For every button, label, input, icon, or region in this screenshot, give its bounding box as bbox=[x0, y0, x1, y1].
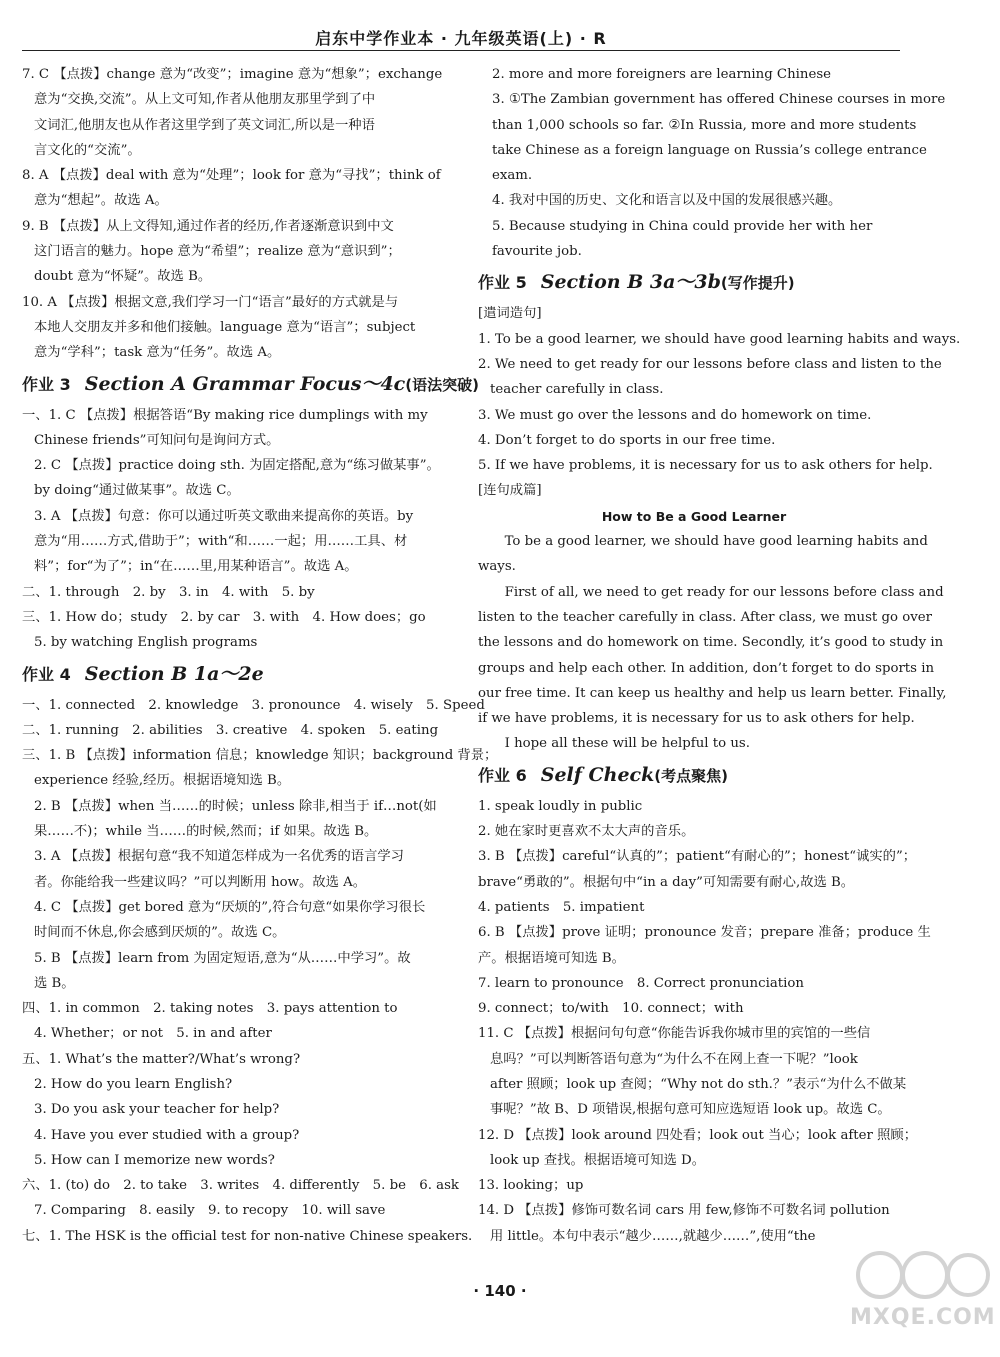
answer-line: 一、1. connected 2. knowledge 3. pronounce 4. wisely 5. Speed bbox=[22, 697, 485, 713]
answer-line: if we have problems, it is necessary for us to ask others for help. bbox=[478, 711, 915, 727]
section-title: Section B 1a～2e bbox=[84, 662, 264, 685]
answer-line: 七、1. The HSK is the official test for non-native Chinese speakers. bbox=[22, 1228, 473, 1244]
answer-line: 2. B 【点拨】when 当……的时候；unless 除非,相当于 if…not(如 bbox=[34, 798, 437, 814]
answer-line: listen to the teacher carefully in class. After class, we must go over bbox=[478, 609, 932, 625]
answer-line: brave“勇敢的”。根据句中“in a day”可知需要有耐心,故选 B。 bbox=[478, 874, 855, 890]
answer-line: 意为“用……方式,借助于”；with“和……一起；用……工具、材 bbox=[34, 534, 408, 550]
essay-title: How to Be a Good Learner bbox=[601, 508, 787, 524]
answer-line: 14. D 【点拨】修饰可数名词 cars 用 few,修饰不可数名词 pollution bbox=[478, 1203, 890, 1219]
answer-line: 料”；for“为了”；in“在……里,用某种语言”。故选 A。 bbox=[34, 559, 358, 575]
answer-line: 二、1. running 2. abilities 3. creative 4. spoken 5. eating bbox=[22, 722, 439, 738]
answer-line: doubt 意为“怀疑”。故选 B。 bbox=[34, 269, 212, 285]
answer-line: 三、1. How do；study 2. by car 3. with 4. How does；go bbox=[22, 609, 426, 625]
answer-line: 意为“想起”。故选 A。 bbox=[34, 193, 168, 209]
page-header: 启东中学作业本 · 九年级英语(上) · R bbox=[315, 29, 607, 48]
homework-number: 作业 5 bbox=[478, 273, 527, 293]
answer-line: 8. A 【点拨】deal with 意为“处理”；look for 意为“寻找”；think of bbox=[22, 168, 441, 184]
answer-line: 4. Don’t forget to do sports in our free time. bbox=[478, 432, 776, 448]
watermark-text: MXQE.COM bbox=[850, 1305, 996, 1330]
answer-line: 4. patients 5. impatient bbox=[478, 899, 645, 915]
answer-line: 9. B 【点拨】从上文得知,通过作者的经历,作者逐渐意识到中文 bbox=[22, 218, 394, 234]
section-title: Section B 3a～3b bbox=[540, 271, 721, 294]
answer-line: 这门语言的魅力。hope 意为“希望”；realize 意为“意识到”； bbox=[34, 244, 401, 260]
section-heading bbox=[478, 264, 910, 301]
answer-line: 选 B。 bbox=[34, 975, 75, 991]
answer-line: exam. bbox=[492, 168, 533, 184]
answer-line: 三、1. B 【点拨】information 信息；knowledge 知识；background 背景； bbox=[22, 748, 498, 764]
answer-line: 六、1. (to) do 2. to take 3. writes 4. differently 5. be 6. ask bbox=[22, 1178, 459, 1194]
answer-line: 一、1. C 【点拨】根据答语“By making rice dumplings with my bbox=[22, 407, 428, 423]
answer-line: 3. We must go over the lessons and do homework on time. bbox=[478, 407, 872, 423]
answer-line: 10. A 【点拨】根据文意,我们学习一门“语言”最好的方式就是与 bbox=[22, 294, 399, 310]
answer-line: 4. C 【点拨】get bored 意为“厌烦的”,符合句意“如果你学习很长 bbox=[34, 899, 426, 915]
answer-line: 产。根据语境可知选 B。 bbox=[478, 950, 625, 966]
right-column bbox=[478, 62, 961, 1249]
answer-line: 文词汇,他朋友也从作者这里学到了英文词汇,所以是一种语 bbox=[34, 117, 375, 133]
answer-line: 意为“交换,交流”。从上文可知,作者从他朋友那里学到了中 bbox=[34, 92, 376, 108]
answer-line: 本地人交朋友并多和他们接触。language 意为“语言”；subject bbox=[34, 319, 416, 335]
answer-line: 2. 她在家时更喜欢不太大声的音乐。 bbox=[478, 824, 695, 840]
answer-line: after 照顾；look up 查阅；“Why not do sth.？”表示“为什么不做某 bbox=[490, 1076, 907, 1092]
section-tag: (语法突破) bbox=[405, 375, 479, 394]
answer-line: 5. How can I memorize new words? bbox=[34, 1152, 275, 1168]
section-title: Section A Grammar Focus～4c bbox=[84, 372, 406, 395]
answer-line: ways. bbox=[478, 559, 516, 575]
answer-line: look up 查找。根据语境可知选 D。 bbox=[490, 1152, 706, 1168]
answer-line: 4. Whether；or not 5. in and after bbox=[34, 1026, 272, 1042]
answer-line: 3. A 【点拨】句意：你可以通过听英文歌曲来提高你的英语。by bbox=[34, 508, 414, 524]
homework-number: 作业 3 bbox=[22, 374, 71, 394]
answer-line: 13. looking；up bbox=[478, 1178, 584, 1194]
answer-line: 4. Have you ever studied with a group? bbox=[34, 1127, 300, 1143]
answer-line: 1. To be a good learner, we should have good learning habits and ways. bbox=[478, 331, 961, 347]
answer-line: experience 经验,经历。根据语境知选 B。 bbox=[34, 773, 291, 789]
answer-line: take Chinese as a foreign language on Russia’s college entrance bbox=[492, 142, 927, 158]
answer-line: 9. connect；to/with 10. connect；with bbox=[478, 1001, 744, 1017]
header-rule bbox=[22, 50, 900, 51]
answer-line: 2. We need to get ready for our lessons before class and listen to the bbox=[478, 356, 942, 372]
section-heading bbox=[22, 366, 479, 403]
answer-line: 6. B 【点拨】prove 证明；pronounce 发音；prepare 准备；produce 生 bbox=[478, 925, 931, 941]
answer-line: 2. C 【点拨】practice doing sth. 为固定搭配,意为“练习做某事”。 bbox=[34, 458, 440, 474]
answer-line: 3. A 【点拨】根据句意“我不知道怎样成为一名优秀的语言学习 bbox=[34, 849, 404, 865]
answer-line: 7. Comparing 8. easily 9. to recopy 10. will save bbox=[34, 1203, 386, 1219]
watermark-logo bbox=[850, 1245, 996, 1345]
answer-line: 2. more and more foreigners are learning Chinese bbox=[492, 67, 832, 82]
homework-number: 作业 6 bbox=[478, 765, 527, 785]
answer-line: groups and help each other. In addition, don’t forget to do sports in bbox=[478, 660, 935, 676]
answer-line: 4. 我对中国的历史、文化和语言以及中国的发展很感兴趣。 bbox=[492, 193, 842, 209]
answer-line: 意为“学科”；task 意为“任务”。故选 A。 bbox=[34, 345, 281, 361]
answer-line: 5. by watching English programs bbox=[34, 635, 258, 651]
section-tag: (考点聚焦) bbox=[654, 766, 729, 785]
answer-line: 5. B 【点拨】learn from 为固定短语,意为“从……中学习”。故 bbox=[34, 950, 411, 966]
answer-line: 二、1. through 2. by 3. in 4. with 5. by bbox=[22, 584, 315, 600]
answer-line: 用 little。本句中表示“越少……,就越少……”,使用“the bbox=[490, 1228, 816, 1244]
answer-line: the lessons and do homework on time. Secondly, it’s good to study in bbox=[478, 635, 944, 651]
answer-line: by doing“通过做某事”。故选 C。 bbox=[34, 483, 240, 499]
answer-line: 果……不)；while 当……的时候,然而；if 如果。故选 B。 bbox=[34, 824, 378, 840]
subsection-label: [遣词造句] bbox=[478, 306, 542, 322]
answer-line: 者。你能给我一些建议吗？”可以判断用 how。故选 A。 bbox=[34, 874, 367, 890]
answer-line: 四、1. in common 2. taking notes 3. pays attention to bbox=[22, 1001, 398, 1017]
answer-line: 事呢？”故 B、D 项错误,根据句意可知应选短语 look up。故选 C。 bbox=[490, 1102, 891, 1118]
answer-line: 12. D 【点拨】look around 四处看；look out 当心；look after 照顾； bbox=[478, 1127, 917, 1143]
answer-line: 3. ①The Zambian government has offered Chinese courses in more bbox=[492, 92, 946, 108]
section-heading bbox=[478, 757, 910, 794]
answer-line: teacher carefully in class. bbox=[490, 382, 664, 398]
answer-line: 2. How do you learn English? bbox=[34, 1076, 233, 1092]
answer-line: 五、1. What’s the matter?/What’s wrong? bbox=[22, 1051, 301, 1067]
answer-line: our free time. It can keep us healthy and help us learn better. Finally, bbox=[478, 685, 947, 701]
essay-paragraph-start: I hope all these will be helpful to us. bbox=[504, 736, 750, 752]
answer-line: 11. C 【点拨】根据问句句意“你能告诉我你城市里的宾馆的一些信 bbox=[478, 1026, 871, 1042]
section-title: Self Check bbox=[540, 763, 655, 786]
answer-line: 息吗？”可以判断答语句意为“为什么不在网上查一下呢？”look bbox=[490, 1051, 858, 1067]
answer-line: Chinese friends”可知问句是询问方式。 bbox=[34, 432, 280, 448]
answer-line: 言文化的“交流”。 bbox=[34, 142, 141, 158]
answer-line: 时间而不休息,你会感到厌烦的”。故选 C。 bbox=[34, 925, 286, 941]
answer-line: 3. B 【点拨】careful“认真的”；patient“有耐心的”；honest“诚实的”； bbox=[478, 849, 917, 865]
section-tag: (写作提升) bbox=[720, 274, 795, 293]
essay-paragraph-start: First of all, we need to get ready for our lessons before class and bbox=[504, 584, 944, 600]
homework-number: 作业 4 bbox=[22, 664, 71, 684]
essay-paragraph-start: To be a good learner, we should have good learning habits and bbox=[504, 534, 928, 550]
subsection-label: [连句成篇] bbox=[478, 483, 542, 499]
answer-line: 7. C 【点拨】change 意为“改变”；imagine 意为“想象”；exchange bbox=[22, 67, 443, 82]
answer-line: than 1,000 schools so far. ②In Russia, more and more students bbox=[492, 117, 917, 133]
answer-line: 5. If we have problems, it is necessary for us to ask others for help. bbox=[478, 458, 933, 474]
answer-line: 1. speak loudly in public bbox=[478, 798, 643, 814]
page-number: · 140 · bbox=[473, 1282, 527, 1300]
section-heading bbox=[22, 656, 458, 693]
answer-line: 3. Do you ask your teacher for help? bbox=[34, 1102, 280, 1118]
answer-line: 5. Because studying in China could provide her with her bbox=[492, 218, 873, 234]
answer-line: favourite job. bbox=[492, 244, 582, 260]
answer-line: 7. learn to pronounce 8. Correct pronunciation bbox=[478, 975, 804, 991]
